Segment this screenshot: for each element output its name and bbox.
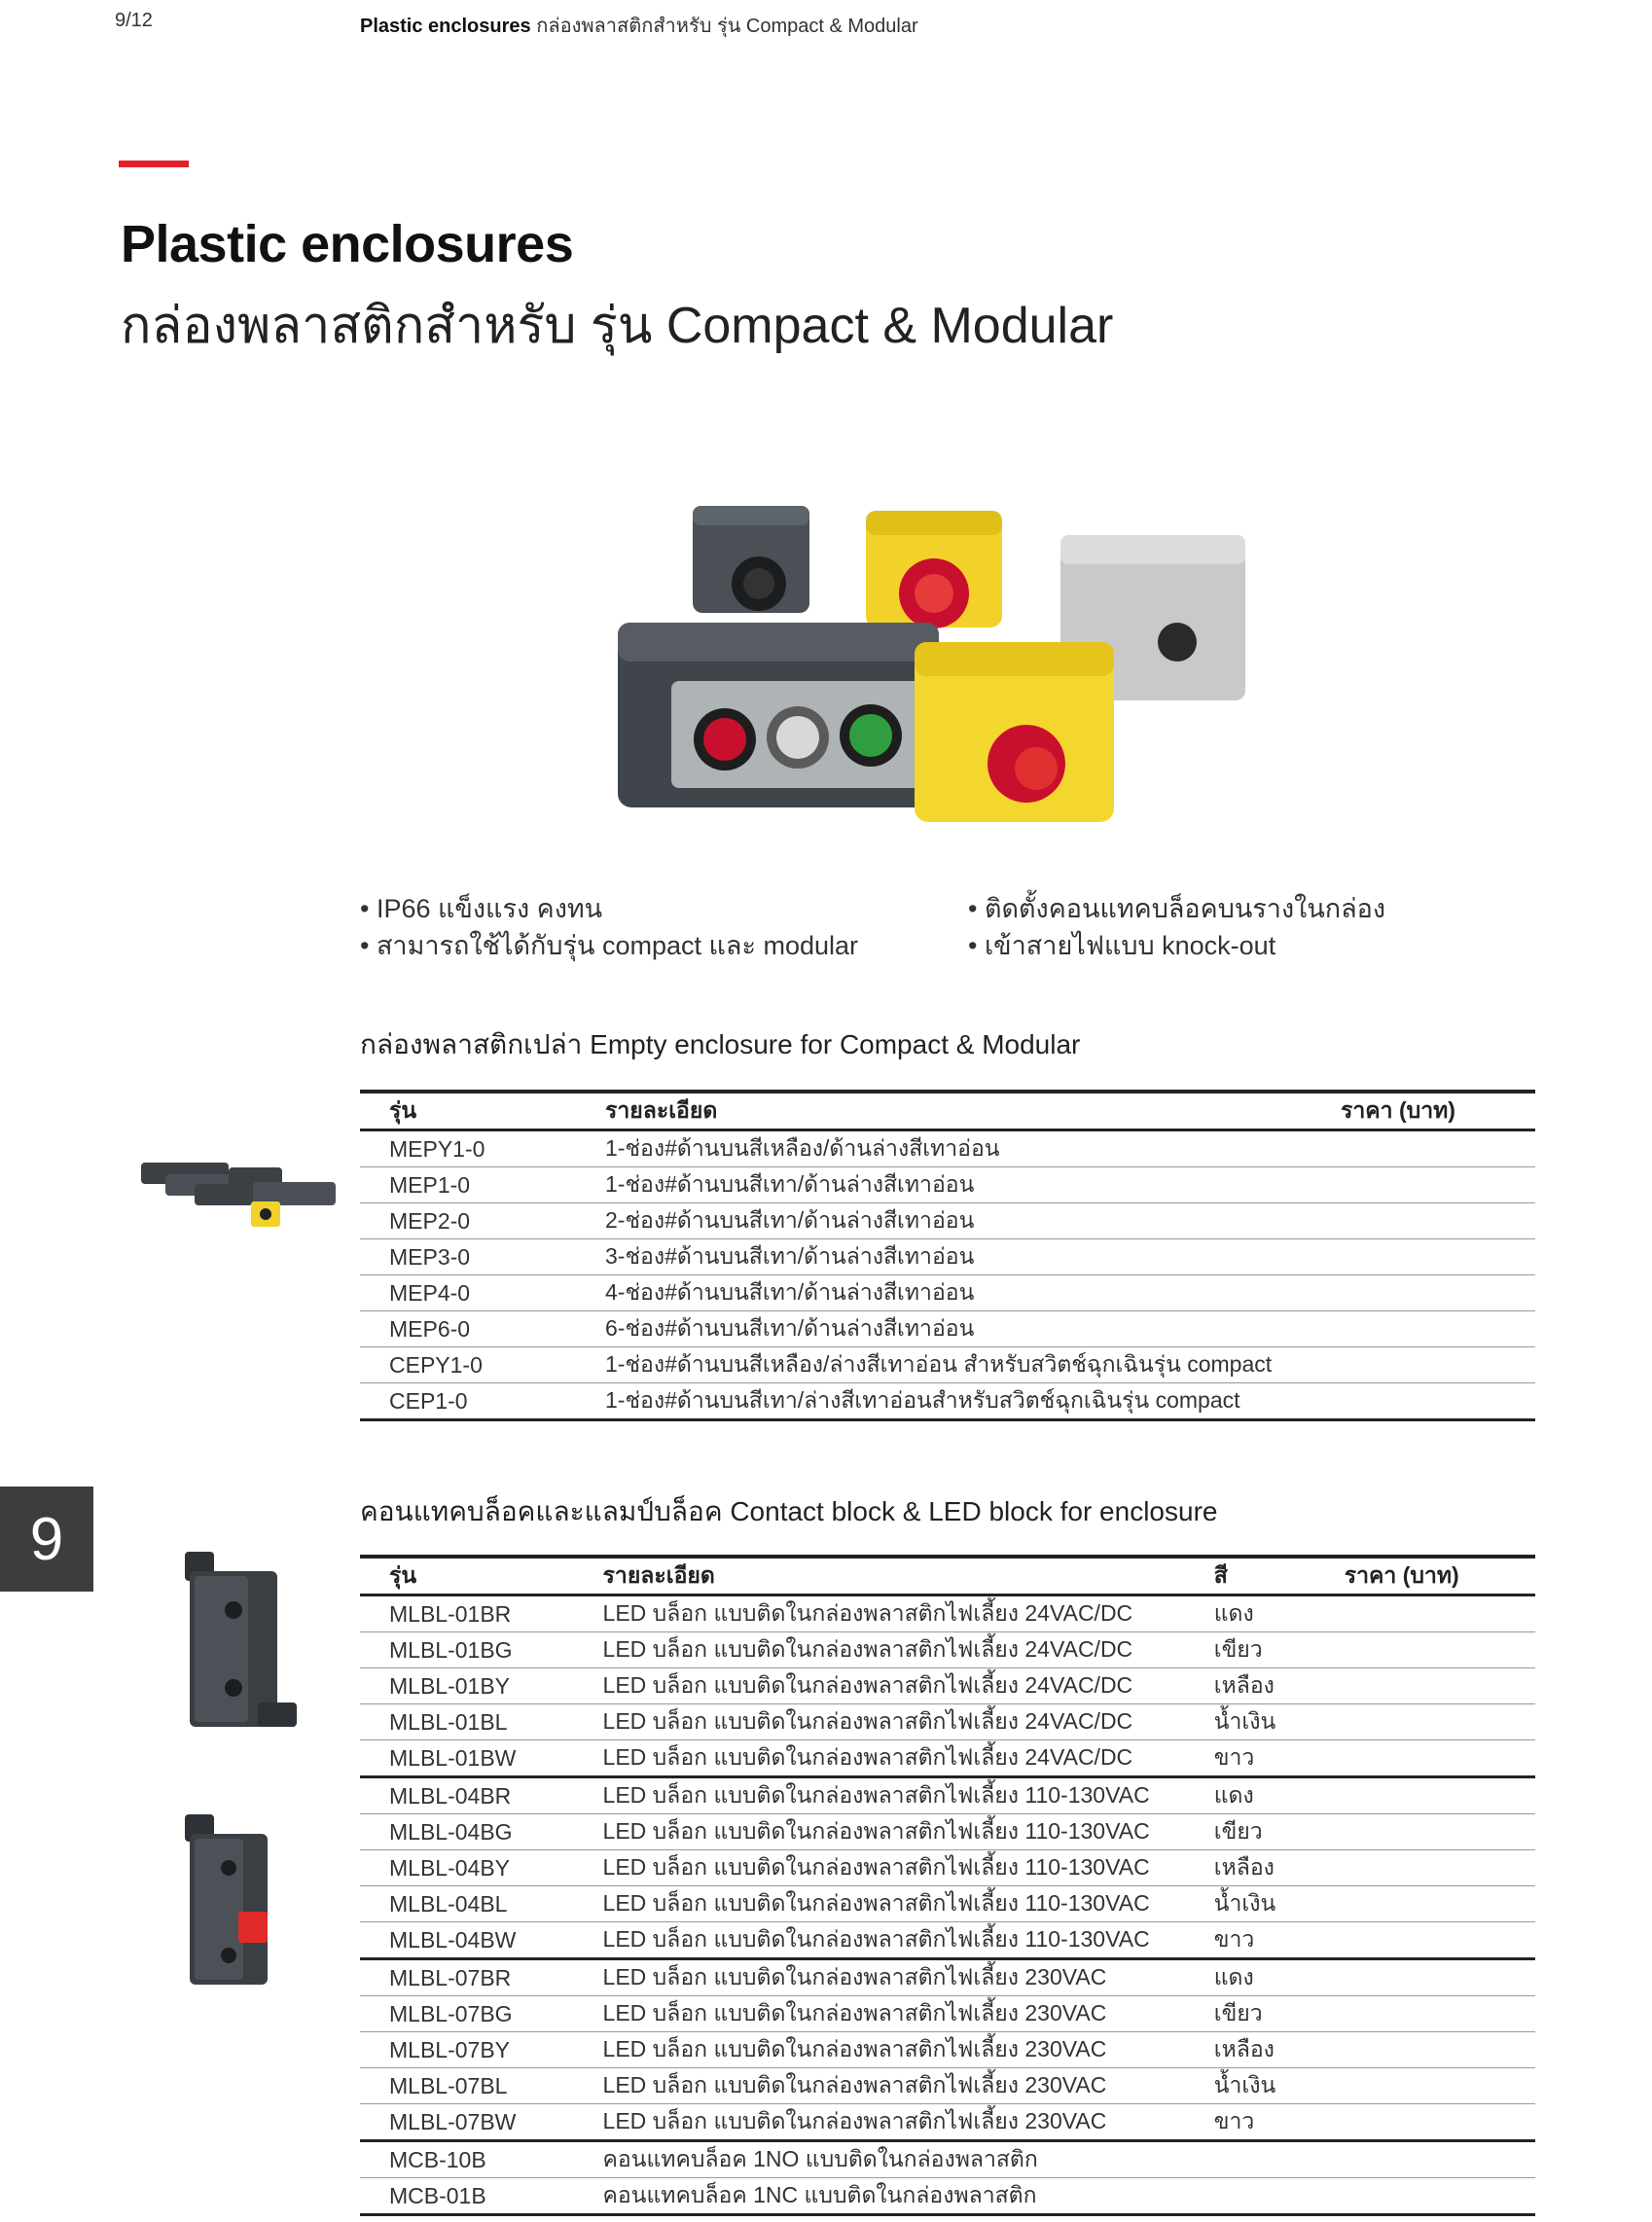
model-cell: MLBL-01BY — [360, 1668, 603, 1704]
accent-bar — [119, 161, 189, 167]
color-cell: ขาว — [1214, 2104, 1345, 2141]
model-cell: MCB-01B — [360, 2178, 603, 2215]
price-cell — [1345, 2032, 1535, 2068]
contact-block-table — [360, 1555, 1535, 2216]
header-description: รายละเอียด — [602, 1562, 715, 1588]
section-title-contact: คอนแทคบล็อคและแลมป์บล็อค Contact block & LED block for enclosure — [360, 1496, 1218, 1526]
header-price: ราคา (บาท) — [1341, 1097, 1455, 1123]
description-cell: LED บล็อก แบบติดในกล่องพลาสติกไฟเลี้ยง 110-130VAC — [603, 1922, 1214, 1959]
color-cell: น้ำเงิน — [1214, 1704, 1345, 1740]
price-cell — [1341, 1239, 1535, 1275]
table-row — [360, 1996, 1535, 2032]
price-cell — [1345, 1996, 1535, 2032]
model-cell: MLBL-04BY — [360, 1850, 603, 1886]
enclosure-product-photo — [603, 506, 1265, 827]
price-cell — [1341, 1130, 1535, 1167]
price-cell — [1345, 1632, 1535, 1668]
color-cell: แดง — [1214, 1777, 1345, 1814]
table-row — [360, 2104, 1535, 2141]
page-title: Plastic enclosures — [121, 215, 574, 273]
description-cell: 1-ช่อง#ด้านบนสีเทา/ล่างสีเทาอ่อนสำหรับสวิตช์ฉุกเฉินรุ่น compact — [605, 1383, 1341, 1420]
table-row — [360, 2178, 1535, 2215]
color-cell: เขียว — [1214, 1814, 1345, 1850]
running-header-bold: Plastic enclosures — [360, 16, 531, 37]
model-cell: CEPY1-0 — [360, 1347, 605, 1383]
model-cell: MLBL-07BG — [360, 1996, 603, 2032]
price-cell — [1345, 1814, 1535, 1850]
page-number: 9/12 — [115, 10, 153, 31]
price-cell — [1345, 1668, 1535, 1704]
price-cell — [1345, 1850, 1535, 1886]
color-cell: น้ำเงิน — [1214, 2068, 1345, 2104]
led-block-photo — [175, 1547, 311, 1741]
table-row — [360, 1959, 1535, 1996]
price-cell — [1345, 1959, 1535, 1996]
empty-enclosure-photo — [136, 1143, 341, 1231]
table-row — [360, 1167, 1535, 1203]
description-cell: LED บล็อก แบบติดในกล่องพลาสติกไฟเลี้ยง 110-130VAC — [603, 1886, 1214, 1922]
price-cell — [1345, 1704, 1535, 1740]
model-cell: MLBL-01BW — [360, 1740, 603, 1777]
price-cell — [1341, 1347, 1535, 1383]
feature-item: • สามารถใช้ได้กับรุ่น compact และ modular — [360, 931, 859, 960]
price-cell — [1345, 1740, 1535, 1777]
model-cell: MEP1-0 — [360, 1167, 605, 1203]
color-cell: น้ำเงิน — [1214, 1886, 1345, 1922]
model-cell: MEP3-0 — [360, 1239, 605, 1275]
table-row — [360, 1311, 1535, 1347]
table-row — [360, 1922, 1535, 1959]
description-cell: LED บล็อก แบบติดในกล่องพลาสติกไฟเลี้ยง 24VAC/DC — [603, 1595, 1214, 1632]
table-row — [360, 1668, 1535, 1704]
color-cell: เขียว — [1214, 1632, 1345, 1668]
model-cell: MLBL-07BY — [360, 2032, 603, 2068]
price-cell — [1345, 2178, 1535, 2215]
table-row — [360, 1239, 1535, 1275]
price-cell — [1345, 1777, 1535, 1814]
table-row — [360, 1886, 1535, 1922]
model-cell: MEPY1-0 — [360, 1130, 605, 1167]
color-cell — [1214, 2178, 1345, 2215]
price-cell — [1341, 1311, 1535, 1347]
price-cell — [1345, 1922, 1535, 1959]
model-cell: MEP6-0 — [360, 1311, 605, 1347]
running-header — [360, 10, 918, 41]
model-cell: MCB-10B — [360, 2141, 603, 2178]
color-cell: เหลือง — [1214, 1850, 1345, 1886]
color-cell: ขาว — [1214, 1740, 1345, 1777]
color-cell — [1214, 2141, 1345, 2178]
header-model: รุ่น — [389, 1097, 417, 1123]
description-cell: LED บล็อก แบบติดในกล่องพลาสติกไฟเลี้ยง 24VAC/DC — [603, 1632, 1214, 1668]
price-cell — [1341, 1203, 1535, 1239]
table-row — [360, 1740, 1535, 1777]
model-cell: MLBL-07BL — [360, 2068, 603, 2104]
running-header-rest: กล่องพลาสติกสำหรับ รุ่น Compact & Modular — [530, 16, 918, 37]
description-cell: LED บล็อก แบบติดในกล่องพลาสติกไฟเลี้ยง 230VAC — [603, 1959, 1214, 1996]
description-cell: 3-ช่อง#ด้านบนสีเทา/ด้านล่างสีเทาอ่อน — [605, 1239, 1341, 1275]
description-cell: LED บล็อก แบบติดในกล่องพลาสติกไฟเลี้ยง 230VAC — [603, 2068, 1214, 2104]
description-cell: LED บล็อก แบบติดในกล่องพลาสติกไฟเลี้ยง 24VAC/DC — [603, 1740, 1214, 1777]
price-cell — [1345, 2141, 1535, 2178]
table-row — [360, 1203, 1535, 1239]
description-cell: 6-ช่อง#ด้านบนสีเทา/ด้านล่างสีเทาอ่อน — [605, 1311, 1341, 1347]
table-row — [360, 1130, 1535, 1167]
color-cell: เหลือง — [1214, 2032, 1345, 2068]
color-cell: ขาว — [1214, 1922, 1345, 1959]
description-cell: 2-ช่อง#ด้านบนสีเทา/ด้านล่างสีเทาอ่อน — [605, 1203, 1341, 1239]
feature-item: • IP66 แข็งแรง คงทน — [360, 894, 603, 923]
model-cell: MLBL-07BR — [360, 1959, 603, 1996]
header-description: รายละเอียด — [605, 1097, 718, 1123]
description-cell: LED บล็อก แบบติดในกล่องพลาสติกไฟเลี้ยง 230VAC — [603, 2104, 1214, 2141]
model-cell: MLBL-01BL — [360, 1704, 603, 1740]
description-cell: LED บล็อก แบบติดในกล่องพลาสติกไฟเลี้ยง 110-130VAC — [603, 1814, 1214, 1850]
table-row — [360, 2068, 1535, 2104]
table-row — [360, 1383, 1535, 1420]
price-cell — [1345, 2068, 1535, 2104]
price-cell — [1341, 1275, 1535, 1311]
feature-item: • ติดตั้งคอนแทคบล็อคบนรางในกล่อง — [968, 894, 1386, 923]
color-cell: แดง — [1214, 1595, 1345, 1632]
chapter-tab: 9 — [0, 1487, 93, 1592]
model-cell: MLBL-07BW — [360, 2104, 603, 2141]
table-row — [360, 2141, 1535, 2178]
description-cell: คอนแทคบล็อค 1NO แบบติดในกล่องพลาสติก — [603, 2141, 1214, 2178]
contact-block-photo — [175, 1810, 292, 1994]
description-cell: LED บล็อก แบบติดในกล่องพลาสติกไฟเลี้ยง 230VAC — [603, 1996, 1214, 2032]
model-cell: MEP4-0 — [360, 1275, 605, 1311]
description-cell: คอนแทคบล็อค 1NC แบบติดในกล่องพลาสติก — [603, 2178, 1214, 2215]
model-cell: MLBL-04BW — [360, 1922, 603, 1959]
model-cell: MLBL-01BG — [360, 1632, 603, 1668]
color-cell: แดง — [1214, 1959, 1345, 1996]
table-row — [360, 1814, 1535, 1850]
page-subtitle: กล่องพลาสติกสำหรับ รุ่น Compact & Modular — [121, 298, 1114, 354]
enclosure-table — [360, 1090, 1535, 1421]
description-cell: 1-ช่อง#ด้านบนสีเหลือง/ด้านล่างสีเทาอ่อน — [605, 1130, 1341, 1167]
description-cell: LED บล็อก แบบติดในกล่องพลาสติกไฟเลี้ยง 110-130VAC — [603, 1850, 1214, 1886]
header-model: รุ่น — [389, 1562, 417, 1588]
table-row — [360, 1632, 1535, 1668]
header-price: ราคา (บาท) — [1344, 1562, 1459, 1588]
price-cell — [1341, 1383, 1535, 1420]
model-cell: MLBL-01BR — [360, 1595, 603, 1632]
table-row — [360, 1275, 1535, 1311]
table-row — [360, 1777, 1535, 1814]
price-cell — [1345, 2104, 1535, 2141]
header-color: สี — [1213, 1562, 1228, 1588]
color-cell: เหลือง — [1214, 1668, 1345, 1704]
description-cell: LED บล็อก แบบติดในกล่องพลาสติกไฟเลี้ยง 230VAC — [603, 2032, 1214, 2068]
description-cell: LED บล็อก แบบติดในกล่องพลาสติกไฟเลี้ยง 110-130VAC — [603, 1777, 1214, 1814]
description-cell: LED บล็อก แบบติดในกล่องพลาสติกไฟเลี้ยง 24VAC/DC — [603, 1668, 1214, 1704]
model-cell: MLBL-04BG — [360, 1814, 603, 1850]
price-cell — [1341, 1167, 1535, 1203]
table-header — [360, 1557, 1535, 1595]
feature-item: • เข้าสายไฟแบบ knock-out — [968, 931, 1276, 960]
table-header — [360, 1092, 1535, 1130]
table-row — [360, 1850, 1535, 1886]
color-cell: เขียว — [1214, 1996, 1345, 2032]
table-row — [360, 1704, 1535, 1740]
price-cell — [1345, 1595, 1535, 1632]
price-cell — [1345, 1886, 1535, 1922]
description-cell: 4-ช่อง#ด้านบนสีเทา/ด้านล่างสีเทาอ่อน — [605, 1275, 1341, 1311]
description-cell: 1-ช่อง#ด้านบนสีเทา/ด้านล่างสีเทาอ่อน — [605, 1167, 1341, 1203]
section-title-enclosure: กล่องพลาสติกเปล่า Empty enclosure for Compact & Modular — [360, 1029, 1081, 1059]
table-row — [360, 1347, 1535, 1383]
model-cell: MLBL-04BL — [360, 1886, 603, 1922]
description-cell: 1-ช่อง#ด้านบนสีเหลือง/ล่างสีเทาอ่อน สำหรับสวิตช์ฉุกเฉินรุ่น compact — [605, 1347, 1341, 1383]
table-row — [360, 1595, 1535, 1632]
table-row — [360, 2032, 1535, 2068]
model-cell: CEP1-0 — [360, 1383, 605, 1420]
description-cell: LED บล็อก แบบติดในกล่องพลาสติกไฟเลี้ยง 24VAC/DC — [603, 1704, 1214, 1740]
model-cell: MEP2-0 — [360, 1203, 605, 1239]
model-cell: MLBL-04BR — [360, 1777, 603, 1814]
